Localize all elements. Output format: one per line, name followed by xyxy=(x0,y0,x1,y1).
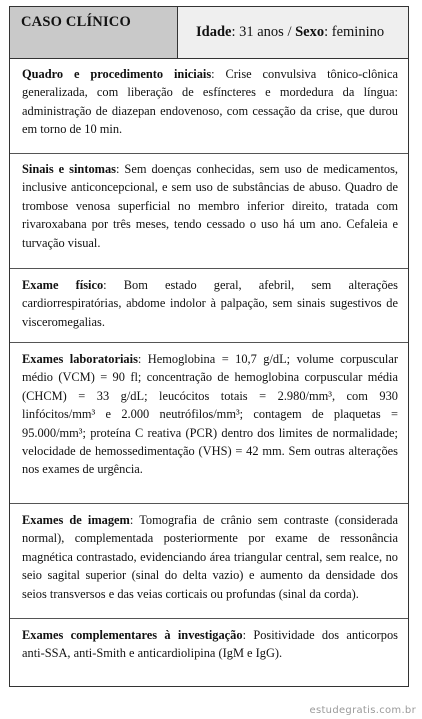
clinical-case-card xyxy=(9,6,409,687)
section-text: : Hemoglobina = 10,7 g/dL; volume corpuscular médio (VCM) = 90 fl; concentração de hemoglobina corpuscular média (CHCM) = 33 g/dL; leucócitos totais = 2.980/mm³, com 930 linfócitos/mm³ e 2.000 neutrófilos/mm³; contagem de plaquetas = 95.000/mm³; proteína C reativa (PCR) dentro dos limites de normalidade; velocidade de hemossedimentação (VHS) = 42 mm. Sem outras alterações nos exames de urgência. xyxy=(22,352,398,477)
section-text: : Tomografia de crânio sem contraste (considerada normal), complementada posteriormente por exame de ressonância magnética contrastado, evidenciando área triangular central, sem realce, no seio sagital superior (sinal do delta vazio) e aumento da densidade dos seios transversos e das veias corticais ou profundas (sinal da corda). xyxy=(22,513,398,601)
divider xyxy=(10,503,408,504)
section-label: Exames complementares à investigação xyxy=(22,628,243,642)
section-label: Sinais e sintomas xyxy=(22,162,116,176)
divider xyxy=(10,268,408,269)
section-lab-exams xyxy=(10,350,408,479)
divider xyxy=(10,342,408,343)
sex-value: : feminino xyxy=(324,24,385,40)
section-text: : Bom estado geral, afebril, sem alterações cardiorrespiratórias, abdome indolor à palpação, sem sinais sugestivos de visceromegalias. xyxy=(22,278,398,329)
patient-info xyxy=(178,7,408,58)
case-title: CASO CLÍNICO xyxy=(10,7,178,58)
case-header xyxy=(10,7,408,59)
section-text: : Crise convulsiva tônico-clônica generalizada, com liberação de esfíncteres e mordedura da língua: administração de diazepan endovenoso, com cessação da crise, que durou em torno de 10 min. xyxy=(22,67,398,137)
divider xyxy=(10,153,408,154)
section-physical-exam xyxy=(10,276,408,331)
watermark: estudegratis.com.br xyxy=(309,705,416,716)
sex-label: Sexo xyxy=(295,24,325,40)
section-imaging-exams xyxy=(10,511,408,603)
section-signs-symptoms xyxy=(10,160,408,252)
section-label: Exames laboratoriais xyxy=(22,352,138,366)
section-label: Exames de imagem xyxy=(22,513,130,527)
section-text: : Sem doenças conhecidas, sem uso de medicamentos, inclusive anticoncepcional, e sem uso de substâncias de abuso. Quadro de trombose venosa superficial no membro inferior direito, tratada com rivaroxabana por três meses, tendo cessado o uso há um ano. Cefaleia e turvação visual. xyxy=(22,162,399,250)
divider xyxy=(10,618,408,619)
age-label: Idade xyxy=(196,24,232,40)
section-label: Quadro e procedimento iniciais xyxy=(22,67,212,81)
section-complementary-exams xyxy=(10,626,408,663)
section-label: Exame físico xyxy=(22,278,104,292)
section-text: : Positividade dos anticorpos anti-SSA, anti-Smith e anticardiolipina (IgM e IgG). xyxy=(22,628,399,661)
section-initial-procedure xyxy=(10,65,408,139)
age-value: : 31 anos / xyxy=(231,24,296,40)
